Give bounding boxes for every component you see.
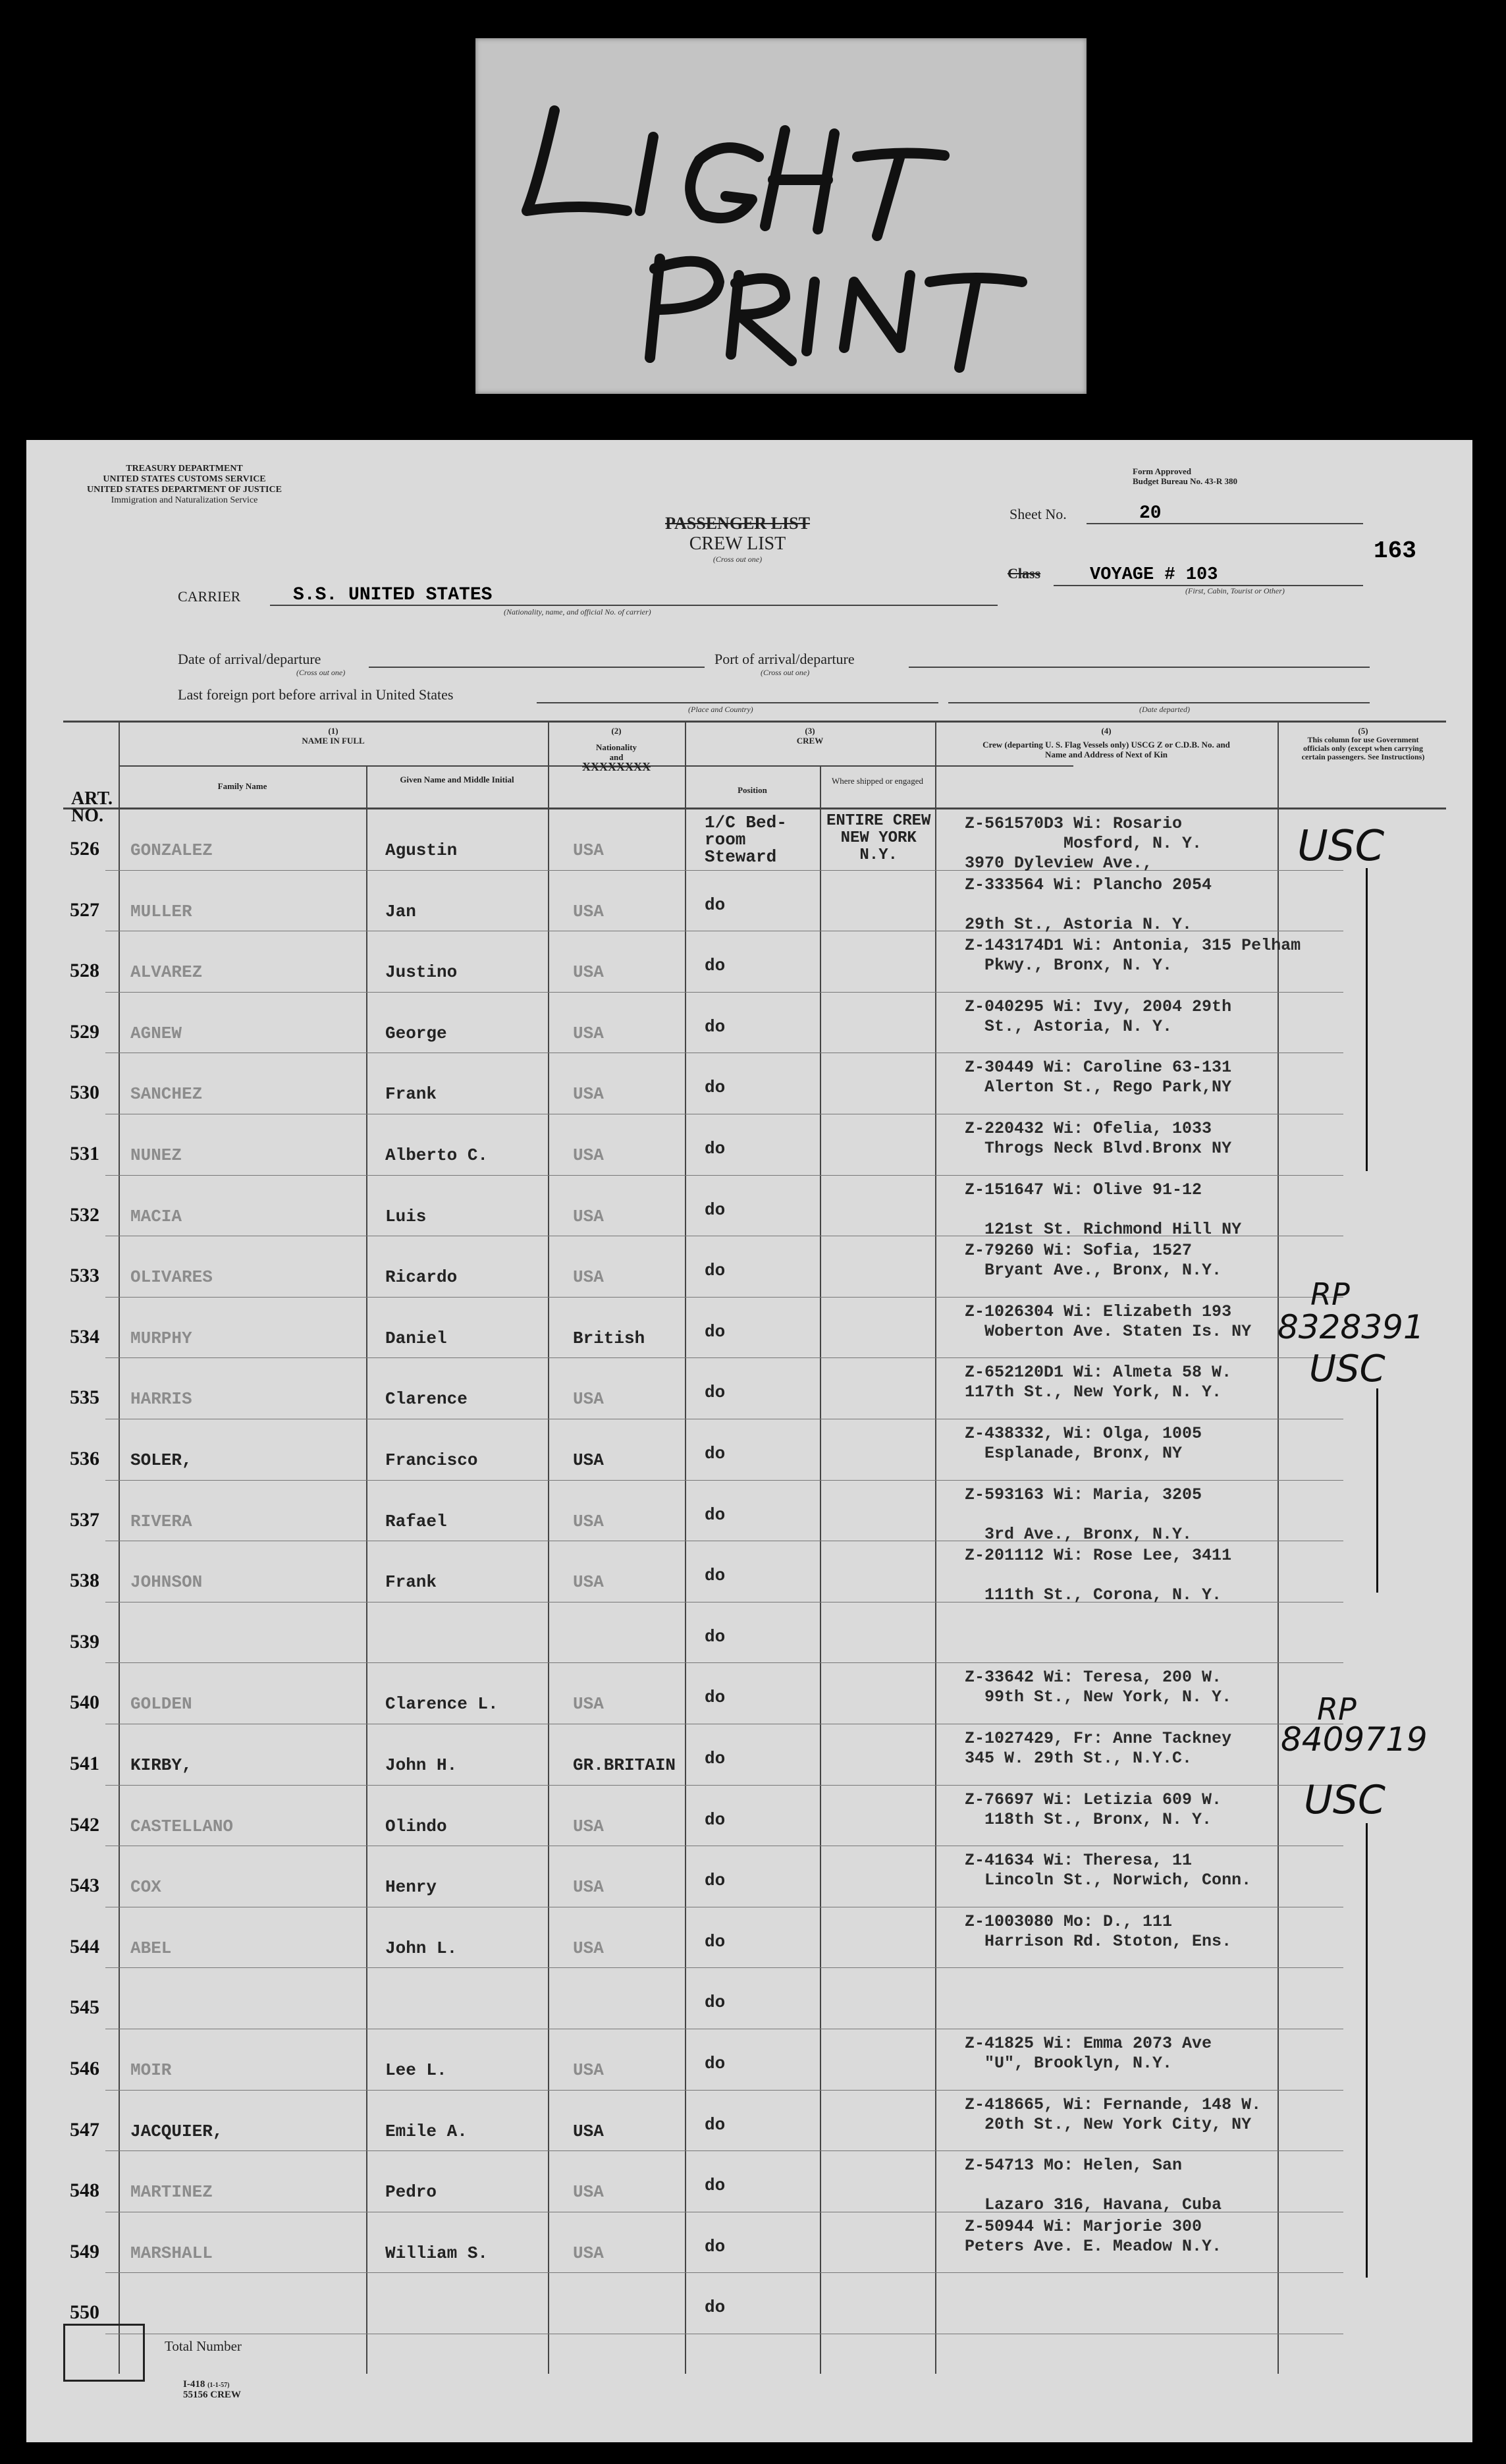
next-of-kin: Z-201112 Wi: Rose Lee, 3411 111th St., Corona, N. Y. (965, 1546, 1232, 1605)
nationality: GR.BRITAIN (573, 1755, 676, 1775)
family-name: ALVAREZ (130, 962, 203, 983)
row-divider (105, 1785, 1343, 1786)
given-name: George (385, 1023, 447, 1043)
voyage-value: VOYAGE # 103 (1090, 565, 1218, 585)
agency-line-3: UNITED STATES DEPARTMENT OF JUSTICE (87, 485, 282, 495)
given-name: Francisco (385, 1450, 478, 1470)
sheet-value: 20 (1139, 503, 1162, 524)
port-arrival-note: (Cross out one) (761, 668, 810, 677)
total-number-label: Total Number (165, 2338, 242, 2354)
row-divider (105, 1357, 1343, 1358)
art-number: 529 (70, 1020, 99, 1043)
position: do (705, 2236, 726, 2257)
given-name: Clarence L. (385, 1694, 498, 1714)
art-number: 543 (70, 1875, 99, 1897)
col1-header (119, 726, 548, 746)
col5-number: (5) (1358, 726, 1368, 736)
nationality: USA (573, 1023, 604, 1043)
annotation-usc-3: USC (1304, 1777, 1385, 1823)
annotation-usc-2: USC (1309, 1348, 1385, 1390)
given-name: Justino (385, 962, 458, 983)
col2-crossed: XXXXXXXX (582, 760, 651, 773)
art-number: 547 (70, 2118, 99, 2141)
form-crew-code: 55156 CREW (183, 2390, 241, 2400)
total-number-box[interactable] (63, 2324, 145, 2382)
col-family-header: Family Name (217, 781, 267, 791)
family-name: KIRBY, (130, 1755, 192, 1775)
row-divider (105, 1480, 1343, 1481)
nationality: USA (573, 1938, 604, 1958)
crew-list-form (26, 440, 1472, 2442)
nationality: USA (573, 1450, 604, 1470)
art-number: 531 (70, 1143, 99, 1164)
position: do (705, 1078, 726, 1098)
col-shipped-header: Where shipped or engaged (832, 776, 923, 786)
title-main: CREW LIST (689, 534, 786, 554)
next-of-kin: Z-1027429, Fr: Anne Tackney 345 W. 29th St., N.Y.C. (965, 1729, 1232, 1768)
art-number: 537 (70, 1508, 99, 1531)
family-name: GONZALEZ (130, 840, 213, 860)
row-divider (105, 1297, 1343, 1298)
col2-number: (2) (611, 726, 622, 736)
annotation-rp-2: RP (1317, 1691, 1357, 1727)
art-number: 536 (70, 1448, 99, 1469)
col-position-header: Position (738, 785, 767, 795)
position: do (705, 1199, 726, 1220)
given-name: Olindo (385, 1816, 447, 1836)
given-name: Emile A. (385, 2121, 468, 2141)
family-name: MACIA (130, 1206, 182, 1226)
given-name: Lee L. (385, 2060, 447, 2080)
next-of-kin: Z-040295 Wi: Ivy, 2004 29th St., Astoria, N. Y. (965, 997, 1232, 1036)
art-label: ART. (71, 788, 113, 809)
position: do (705, 956, 726, 976)
next-of-kin: Z-561570D3 Wi: Rosario Mosford, N. Y. 3970 Dyleview Ave., (965, 814, 1202, 873)
next-of-kin: Z-593163 Wi: Maria, 3205 3rd Ave., Bronx, N.Y. (965, 1485, 1202, 1544)
date-arrival-label: Date of arrival/departure (178, 651, 321, 667)
position: do (705, 1931, 726, 1952)
nationality: USA (573, 1206, 604, 1226)
position: do (705, 1261, 726, 1281)
carrier-note: (Nationality, name, and official No. of carrier) (504, 607, 651, 616)
position: do (705, 1871, 726, 1891)
family-name: GOLDEN (130, 1694, 192, 1714)
annotation-line-3 (1366, 1823, 1368, 2278)
position: do (705, 2297, 726, 2318)
light-print-card (475, 38, 1087, 394)
next-of-kin: Z-418665, Wi: Fernande, 148 W. 20th St., New York City, NY (965, 2094, 1262, 2134)
position: do (705, 1992, 726, 2013)
art-number: 548 (70, 2179, 99, 2202)
position: do (705, 1016, 726, 1037)
col-given-header: Given Name and Middle Initial (400, 775, 514, 784)
row-divider (105, 1175, 1343, 1176)
nationality: USA (573, 2243, 604, 2263)
nationality: USA (573, 1511, 604, 1531)
given-name: John H. (385, 1755, 458, 1775)
position: 1/C Bed- room Steward (705, 813, 787, 867)
col3-number: (3) (805, 726, 815, 736)
col2-nationality: Nationality (595, 742, 637, 752)
family-name: HARRIS (130, 1389, 192, 1410)
row-divider (105, 1662, 1343, 1663)
family-name: MOIR (130, 2060, 172, 2080)
agency-line-4: Immigration and Naturalization Service (111, 495, 258, 505)
next-of-kin: Z-33642 Wi: Teresa, 200 W. 99th St., New York, N. Y. (965, 1668, 1232, 1707)
family-name: OLIVARES (130, 1267, 213, 1288)
agency-line-2: UNITED STATES CUSTOMS SERVICE (103, 474, 266, 484)
title-cross-note: (Cross out one) (713, 555, 763, 564)
row-divider (105, 2272, 1343, 2273)
next-of-kin: Z-41634 Wi: Theresa, 11 Lincoln St., Norwich, Conn. (965, 1851, 1252, 1890)
family-name: SANCHEZ (130, 1084, 203, 1105)
family-name: NUNEZ (130, 1145, 182, 1165)
page-number: 163 (1374, 537, 1416, 564)
position: do (705, 2176, 726, 2196)
col3-header (685, 726, 935, 746)
family-name: AGNEW (130, 1023, 182, 1043)
art-number: 530 (70, 1081, 99, 1104)
form-approved-line-1: Form Approved (1133, 466, 1191, 476)
row-divider (105, 2090, 1343, 2091)
row-divider (105, 2150, 1343, 2151)
position: do (705, 1749, 726, 1768)
family-name: CASTELLANO (130, 1816, 234, 1836)
nationality: USA (573, 1816, 604, 1836)
position: do (705, 1139, 726, 1159)
position: do (705, 1566, 726, 1586)
position: do (705, 894, 726, 915)
art-number: 527 (70, 898, 99, 921)
nationality: USA (573, 1267, 604, 1288)
given-name: Frank (385, 1572, 437, 1593)
art-number: 534 (70, 1325, 99, 1348)
family-name: SOLER, (130, 1450, 192, 1470)
art-number: 538 (70, 1570, 99, 1592)
position: do (705, 1504, 726, 1525)
nationality: USA (573, 2121, 604, 2141)
family-name: MULLER (130, 901, 192, 921)
next-of-kin: Z-220432 Wi: Ofelia, 1033 Throgs Neck Blvd.Bronx NY (965, 1119, 1232, 1158)
given-name: John L. (385, 1938, 458, 1958)
light-print-stamp (475, 38, 1087, 394)
next-of-kin: Z-438332, Wi: Olga, 1005 Esplanade, Bronx, NY (965, 1424, 1202, 1463)
art-number: 549 (70, 2240, 99, 2262)
art-number: 540 (70, 1691, 99, 1714)
family-name: MURPHY (130, 1328, 192, 1348)
row-divider (105, 1967, 1343, 1968)
shipped-engaged: ENTIRE CREW NEW YORK N.Y. (826, 812, 931, 864)
given-name: Daniel (385, 1328, 447, 1348)
nationality: British (573, 1328, 645, 1348)
position: do (705, 1383, 726, 1403)
art-number: 545 (70, 1996, 99, 2019)
agency-line-1: TREASURY DEPARTMENT (126, 464, 243, 474)
given-name: Pedro (385, 2182, 437, 2203)
form-approved-line-2: Budget Bureau No. 43-R 380 (1133, 476, 1238, 486)
next-of-kin: Z-652120D1 Wi: Almeta 58 W. 117th St., New York, N. Y. (965, 1363, 1232, 1402)
position: do (705, 1444, 726, 1464)
col4-header (938, 726, 1274, 759)
family-name: MARSHALL (130, 2243, 213, 2263)
place-note: (Place and Country) (688, 705, 753, 714)
art-no-label: NO. (71, 806, 103, 826)
col2-and: and (609, 752, 624, 762)
next-of-kin: Z-41825 Wi: Emma 2073 Ave "U", Brooklyn, N.Y. (965, 2034, 1212, 2073)
next-of-kin: Z-151647 Wi: Olive 91-12 121st St. Richmond Hill NY (965, 1180, 1242, 1239)
col1-title: NAME IN FULL (302, 736, 365, 746)
next-of-kin: Z-54713 Mo: Helen, San Lazaro 316, Havana, Cuba (965, 2156, 1222, 2215)
col5-header (1281, 726, 1445, 761)
col1-number: (1) (328, 726, 338, 736)
family-name: COX (130, 1877, 161, 1898)
art-number: 526 (70, 838, 99, 860)
next-of-kin: Z-76697 Wi: Letizia 609 W. 118th St., Bronx, N. Y. (965, 1790, 1222, 1829)
art-number: 542 (70, 1813, 99, 1836)
given-name: William S. (385, 2243, 489, 2263)
nationality: USA (573, 1145, 604, 1165)
nationality: USA (573, 840, 604, 860)
annotation-line-2 (1376, 1388, 1378, 1593)
nationality: USA (573, 2182, 604, 2203)
next-of-kin: Z-1003080 Mo: D., 111 Harrison Rd. Stoton, Ens. (965, 1911, 1232, 1951)
art-number: 550 (70, 2301, 99, 2324)
given-name: Clarence (385, 1389, 468, 1410)
family-name: JOHNSON (130, 1572, 203, 1593)
annotation-rp-1: RP (1310, 1276, 1350, 1312)
art-number: 539 (70, 1630, 99, 1653)
col4-text: Crew (departing U. S. Flag Vessels only) USCG Z or C.D.B. No. and Name and Address of Next of Kin (982, 740, 1230, 759)
annotation-number-1: 8328391 (1277, 1308, 1424, 1346)
nationality: USA (573, 2060, 604, 2080)
position: do (705, 1321, 726, 1342)
family-name: RIVERA (130, 1511, 192, 1531)
nationality: USA (573, 962, 604, 983)
next-of-kin: Z-50944 Wi: Marjorie 300 Peters Ave. E. Meadow N.Y. (965, 2216, 1222, 2256)
given-name: Luis (385, 1206, 427, 1226)
form-code (183, 2380, 241, 2400)
col2-header (548, 726, 685, 772)
given-name: Agustin (385, 840, 458, 860)
given-name: Rafael (385, 1511, 447, 1531)
annotation-number-2: 8409719 (1281, 1720, 1428, 1759)
given-name: Frank (385, 1084, 437, 1105)
given-name: Alberto C. (385, 1145, 489, 1165)
annotation-usc-1: USC (1297, 822, 1385, 871)
family-name: JACQUIER, (130, 2121, 223, 2141)
family-name: ABEL (130, 1938, 172, 1958)
art-number: 544 (70, 1935, 99, 1958)
form-date: (1-1-57) (207, 2382, 230, 2389)
col3-crew: CREW (796, 736, 824, 746)
sheet-label: Sheet No. (1009, 506, 1067, 522)
art-number: 546 (70, 2058, 99, 2079)
agency-header (66, 464, 303, 506)
art-number: 535 (70, 1386, 99, 1409)
class-crossed: Class (1008, 565, 1041, 582)
position: do (705, 2114, 726, 2135)
carrier-value: S.S. UNITED STATES (293, 585, 493, 605)
nationality: USA (573, 901, 604, 921)
title-crossed: PASSENGER LIST (665, 514, 810, 533)
position: do (705, 2054, 726, 2073)
col5-text: This column for use Government officials only (except when carrying certain passengers. See Instructions) (1301, 735, 1425, 761)
next-of-kin: Z-333564 Wi: Plancho 2054 29th St., Astoria N. Y. (965, 875, 1212, 934)
date-arrival-note: (Cross out one) (296, 668, 346, 677)
given-name: Jan (385, 901, 416, 921)
given-name: Henry (385, 1877, 437, 1898)
next-of-kin: Z-143174D1 Wi: Antonia, 315 Pelham Pkwy., Bronx, N. Y. (965, 936, 1301, 975)
date-departed-note: (Date departed) (1139, 705, 1190, 714)
art-number: 541 (70, 1753, 99, 1774)
last-port-label: Last foreign port before arrival in United States (178, 686, 454, 703)
nationality: USA (573, 1572, 604, 1593)
row-divider (105, 992, 1343, 993)
form-number: I-418 (183, 2379, 205, 2390)
art-number: 528 (70, 960, 99, 982)
nationality: USA (573, 1694, 604, 1714)
art-number: 533 (70, 1265, 99, 1287)
art-number: 532 (70, 1203, 99, 1226)
family-name: MARTINEZ (130, 2182, 213, 2203)
position: do (705, 1809, 726, 1830)
position: do (705, 1626, 726, 1647)
form-title (619, 514, 856, 564)
port-arrival-label: Port of arrival/departure (714, 651, 855, 667)
given-name: Ricardo (385, 1267, 458, 1288)
position: do (705, 1687, 726, 1708)
carrier-label: CARRIER (178, 588, 241, 605)
next-of-kin: Z-79260 Wi: Sofia, 1527 Bryant Ave., Bronx, N.Y. (965, 1241, 1222, 1280)
nationality: USA (573, 1877, 604, 1898)
next-of-kin: Z-1026304 Wi: Elizabeth 193 Woberton Ave. Staten Is. NY (965, 1301, 1252, 1341)
next-of-kin: Z-30449 Wi: Caroline 63-131 Alerton St., Rego Park,NY (965, 1058, 1232, 1097)
form-approved (1133, 466, 1237, 486)
nationality: USA (573, 1389, 604, 1410)
nationality: USA (573, 1084, 604, 1105)
col4-number: (4) (1101, 726, 1112, 736)
annotation-line-1 (1366, 868, 1368, 1171)
art-header (71, 790, 113, 825)
class-note: (First, Cabin, Tourist or Other) (1185, 586, 1285, 595)
